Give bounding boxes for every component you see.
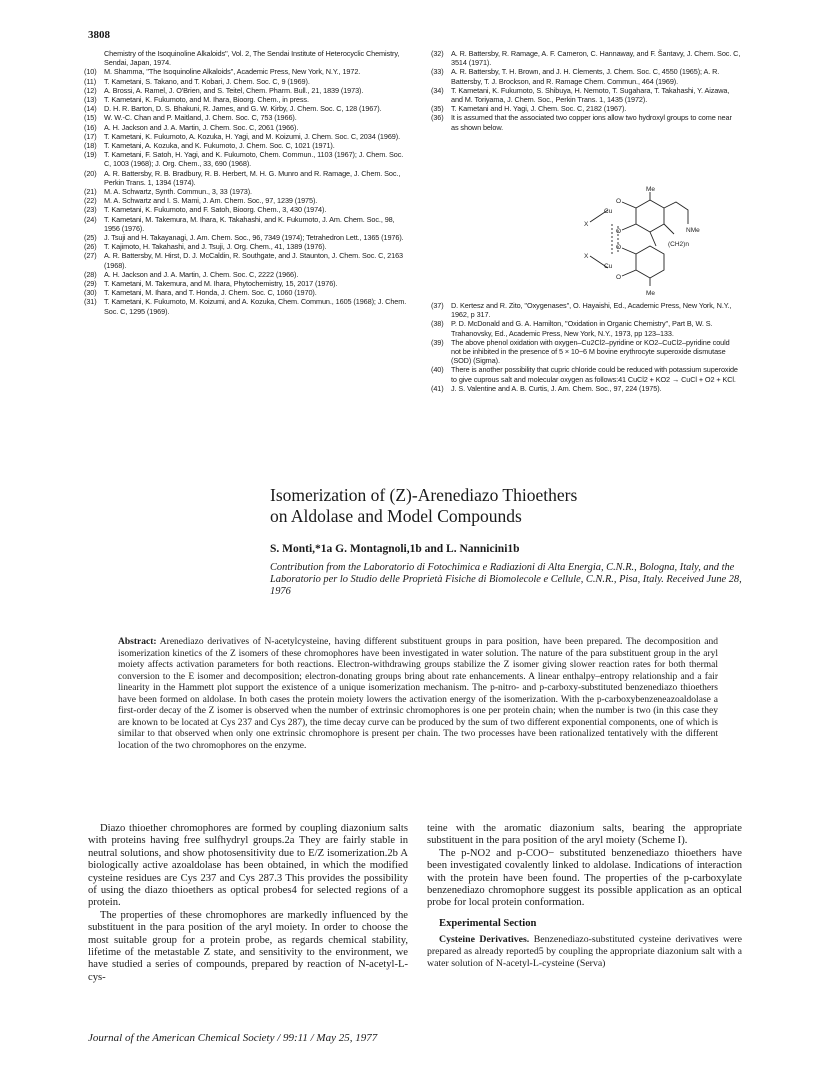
reference-item [431,365,741,383]
reference-number: (30) [84,288,97,298]
reference-number: (22) [84,196,97,206]
page-number: 3808 [88,29,110,41]
reference-item [84,104,412,113]
reference-item [84,123,412,132]
reference-text: D. H. R. Barton, D. S. Bhakuni, R. James, and G. W. Kirby, J. Chem. Soc. C, 128 (1967). [104,104,382,114]
structure-label-o2: O [616,228,622,235]
reference-text: T. Kametani, K. Fukumoto, and M. Ihara, Bioorg. Chem., in press. [104,95,309,105]
reference-item [84,86,412,95]
structure-label-me-bot: Me [646,290,656,297]
copper-complex-structure-diagram [546,186,716,298]
body-paragraph: The properties of these chromophores are markedly influenced by the substituent in the para position of the aryl moiety. In order to choose the most suitable group for a protein probe, as regards chemical stability, lifetime of the metastable Z state, and sensitivity to the environment, we have studied a series of compounds, prepared by reaction of N-acetyl-L-cys- [88,909,408,983]
reference-text: There is another possibility that cupric chloride could be reduced with potassium superoxide to give cuprous salt and molecular oxygen as follows:41 CuCl2 + KO2 → CuCl + O2 + KCl. [451,365,738,384]
reference-item [431,49,741,67]
reference-item [84,77,412,86]
reference-text: W. W.-C. Chan and P. Maitland, J. Chem. Soc. C, 753 (1966). [104,113,297,123]
reference-item [431,104,741,113]
reference-item [84,251,412,269]
reference-text: A. R. Battersby, M. Hirst, D. J. McCaldin, R. Southgate, and J. Staunton, J. Chem. Soc. C, 2163 (1968). [104,251,403,270]
reference-text: It is assumed that the associated two copper ions allow two hydroxyl groups to come near as shown below. [451,113,732,132]
reference-item [84,187,412,196]
reference-item [84,196,412,205]
reference-number: (19) [84,150,97,160]
experimental-text: Benzenediazo-substituted cysteine derivatives were prepared as already reported5 by coupling the appropriate diazonium salt with a water solution of N-acetyl-L-cysteine (Serva) [427,934,742,970]
reference-number: (24) [84,214,97,224]
reference-item [84,233,412,242]
reference-text: T. Kametani, A. Kozuka, and K. Fukumoto, J. Chem. Soc. C, 1021 (1971). [104,141,335,151]
structure-label-o4: O [616,274,622,281]
structure-label-cu-top: Cu [604,208,613,215]
structure-label-o1: O [616,198,622,205]
reference-text: A. Brossi, A. Ramel, J. O'Brien, and S. Teitel, Chem. Pharm. Bull., 21, 1839 (1973). [104,85,364,95]
abstract-label: Abstract: [118,637,157,647]
structure-label-x-bot: X [584,253,589,260]
reference-number: (25) [84,233,97,243]
reference-item [84,205,412,214]
reference-item [84,279,412,288]
reference-number: (12) [84,85,97,95]
reference-number: (20) [84,168,97,178]
abstract-text: Arenediazo derivatives of N-acetylcysteine, having different substituent groups in para position, have been prepared. The decomposition and isomerization kinetics of the Z isomers of these chromophores have been investigated in water solution. The nature of the para substituent group in the aryl moiety affects activation parameters for both reactions. Electron-withdrawing groups stabilize the Z isomer giving slower reaction rates for both thermal conversion to the E isomer and decomposition; electron-donating groups bring about rate enhancements. A linear enthalpy–entropy relationship and a fair linearity in the Hammett plot support the existence of a unique isomerization mechanism. The p-nitro- and p-carboxy-substituted benzenediazo thioethers have been formed on aldolase. In both cases the protein moiety lowers the activation energy of the isomerization. With the p-carboxybenzeneazoaldolase a first-order decay of the Z isomer is observed when the number of extrinsic chromophores is one per protein chain; when the number is two (in this case they are known to be located at Cys 237 and Cys 287), the time decay curve can be produced by the sum of two different exponential components, one of which is similar to that observed when only one extrinsic chromophore is present per chain. The two processes have been rationalized tentatively with the different location of the two chromophores on the enzyme. [118,637,718,751]
reference-number: (33) [431,67,444,77]
reference-number: (27) [84,251,97,261]
reference-text: T. Kajimoto, H. Takahashi, and J. Tsuji, J. Org. Chem., 41, 1389 (1976). [104,242,327,252]
reference-number: (21) [84,187,97,197]
structure-label-x-top: X [584,221,589,228]
reference-number: (34) [431,85,444,95]
reference-number: (35) [431,104,444,114]
reference-number: (40) [431,365,444,375]
structure-label-cu-bot: Cu [604,263,613,270]
reference-text: T. Kametani and H. Yagi, J. Chem. Soc. C, 2182 (1967). [451,104,627,114]
reference-number: (23) [84,205,97,215]
reference-text: T. Kametani, S. Takano, and T. Kobari, J. Chem. Soc. C, 9 (1969). [104,76,310,86]
reference-number: (32) [431,49,444,58]
reference-text: T. Kametani, K. Fukumoto, S. Shibuya, H. Nemoto, T. Sugahara, T. Takahashi, Y. Aizawa, and M. Toriyama, J. Chem. Soc., Perkin Trans. 1, 1435 (1972). [451,85,730,105]
reference-number: (29) [84,279,97,289]
body-left-column [88,823,408,984]
reference-number: (31) [84,297,97,307]
reference-text: T. Kametani, K. Fukumoto, and F. Satoh, Bioorg. Chem., 3, 430 (1974). [104,205,327,215]
reference-number: (13) [84,95,97,105]
journal-footer: Journal of the American Chemical Society / 99:11 / May 25, 1977 [88,1032,378,1044]
reference-number: (16) [84,122,97,132]
reference-text: M. A. Schwartz, Synth. Commun., 3, 33 (1973). [104,187,252,197]
reference-item [84,67,412,76]
reference-number [84,49,104,67]
reference-item [84,95,412,104]
reference-item [84,242,412,251]
reference-text: T. Kametani, M. Takemura, M. Ihara, K. Takahashi, and K. Fukumoto, J. Am. Chem. Soc., 98, 1956 (1976). [104,214,395,233]
reference-item [84,215,412,233]
reference-text: T. Kametani, M. Ihara, and T. Honda, J. Chem. Soc. C, 1060 (1970). [104,288,317,298]
body-paragraph: teine with the aromatic diazonium salts, bearing the appropriate substituent in the para position of the aryl moiety (Scheme I). [427,823,742,847]
reference-text: T. Kametani, F. Satoh, H. Yagi, and K. Fukumoto, Chem. Commun., 1103 (1967); J. Chem. Soc. C, 1003 (1968); J. Org. Chem., 33, 690 (1968). [104,150,404,169]
reference-number: (37) [431,301,444,310]
article-title-line-1: Isomerization of (Z)-Arenediazo Thioethers [270,485,578,505]
references-left-column [84,49,412,316]
reference-text: D. Kertesz and R. Zito, ''Oxygenases'', O. Hayaishi, Ed., Academic Press, New York, N.Y., 1962, p 317. [451,301,732,320]
reference-number: (39) [431,337,444,347]
article-authors: S. Monti,*1a G. Montagnoli,1b and L. Nannicini1b [270,543,520,555]
reference-item [431,319,741,337]
reference-item [84,297,412,315]
body-paragraph: The p-NO2 and p-COO− substituted benzenediazo thioethers have been investigated covalently linked to aldolase. Indications of interaction with the protein have been found. The properties of the p-carboxylate benzenediazo chromophore suggest its possible application as an optical probe for local protein conformation. [427,847,742,909]
structure-label-o3: O [616,244,622,251]
reference-text: A. R. Battersby, R. B. Bradbury, R. B. Herbert, M. H. G. Munro and R. Ramage, J. Chem. Soc., Perkin Trans. 1, 1394 (1974). [104,168,401,187]
reference-text: J. S. Valentine and A. B. Curtis, J. Am. Chem. Soc., 97, 224 (1975). [451,383,662,393]
reference-text: A. R. Battersby, R. Ramage, A. F. Cameron, C. Hannaway, and F. Šantavy, J. Chem. Soc. C, 3514 (1971). [451,49,741,68]
reference-item [84,132,412,141]
reference-item [84,169,412,187]
reference-text: A. H. Jackson and J. A. Martin, J. Chem. Soc. C, 2222 (1966). [104,269,299,279]
reference-text: A. H. Jackson and J. A. Martin, J. Chem. Soc. C, 2061 (1966). [104,122,299,132]
structure-label-ch2n: (CH2)n [668,241,689,248]
reference-item [84,288,412,297]
body-paragraph: Diazo thioether chromophores are formed by coupling diazonium salts with proteins having free sulfhydryl groups.2a They are fairly stable in neutral solutions, and show photosensitivity due to E/Z isomerization.2b A biologically active azoaldolase has been obtained, in which the modified cysteine residues are Cys 237 and Cys 287.3 This provides the possibility of using the diazo thioethers as optical probes4 for selected regions of a protein. [88,823,408,909]
experimental-run-in-heading: Cysteine Derivatives. [439,934,530,946]
reference-item [84,49,412,67]
reference-item [84,141,412,150]
reference-item [84,113,412,122]
reference-number: (11) [84,76,97,86]
experimental-paragraph [427,934,742,970]
reference-item [84,150,412,168]
reference-item [431,384,741,393]
section-heading: Experimental Section [439,917,537,929]
reference-text: Chemistry of the Isoquinoline Alkaloids'', Vol. 2, The Sendai Institute of Heterocyclic Chemistry, Sendai, Japan, 1974. [104,49,400,68]
reference-item [431,86,741,104]
article-affiliation: Contribution from the Laboratorio di Fotochimica e Radiazioni di Alta Energia, C.N.R., Bologna, Italy, and the Laboratorio per lo Studio delle Proprietà Fisiche di Biomolecole e Cellule, C.N.R., Pisa, Italy. Received June 28, 1976 [270,562,742,597]
reference-number: (15) [84,113,97,123]
reference-text: P. D. McDonald and G. A. Hamilton, ''Oxidation in Organic Chemistry'', Part B, W. S. Trahanovsky, Ed., Academic Press, New York, N.Y., 1973, pp 123–133. [451,319,713,338]
reference-text: J. Tsuji and H. Takayanagi, J. Am. Chem. Soc., 96, 7349 (1974); Tetrahedron Lett., 1365 (1976). [104,233,404,243]
article-title [270,485,630,527]
structure-label-me-top: Me [646,186,656,193]
reference-number: (10) [84,67,97,77]
reference-number: (28) [84,269,97,279]
body-right-column [427,823,742,970]
reference-item [431,113,741,131]
reference-text: T. Kametani, M. Takemura, and M. Ihara, Phytochemistry, 15, 2017 (1976). [104,279,338,289]
reference-number: (38) [431,319,444,329]
reference-number: (18) [84,141,97,151]
reference-text: M. Shamma, ''The Isoquinoline Alkaloids'', Academic Press, New York, N.Y., 1972. [104,67,361,77]
article-title-line-2: on Aldolase and Model Compounds [270,506,522,526]
reference-text: T. Kametani, K. Fukumoto, A. Kozuka, H. Yagi, and M. Koizumi, J. Chem. Soc. C, 2034 (1969). [104,131,401,141]
structure-label-nme: NMe [686,227,700,234]
reference-item [431,301,741,319]
reference-number: (36) [431,113,444,123]
reference-item [431,67,741,85]
abstract [118,637,718,752]
reference-text: The above phenol oxidation with oxygen–Cu2Cl2–pyridine or KO2–CuCl2–pyridine could not be inhibited in the presence of 5 × 10−6 M bovine erythrocyte superoxide dismutase (SOD) (Sigma). [451,337,730,366]
reference-number: (41) [431,383,444,393]
reference-text: M. A. Schwartz and I. S. Mami, J. Am. Chem. Soc., 97, 1239 (1975). [104,196,318,206]
reference-number: (14) [84,104,97,114]
reference-text: A. R. Battersby, T. H. Brown, and J. H. Clements, J. Chem. Soc. C, 4550 (1965); A. R. Battersby, T. J. Brockson, and R. Ramage Chem. Commun., 464 (1969). [451,67,720,86]
reference-number: (17) [84,131,97,141]
reference-item [431,338,741,366]
reference-text: T. Kametani, K. Fukumoto, M. Koizumi, and A. Kozuka, Chem. Commun., 1605 (1968); J. Chem. Soc. C, 1295 (1969). [104,297,407,316]
references-right-column [431,49,741,132]
references-right-column-lower [431,301,741,393]
reference-item [84,270,412,279]
reference-number: (26) [84,242,97,252]
